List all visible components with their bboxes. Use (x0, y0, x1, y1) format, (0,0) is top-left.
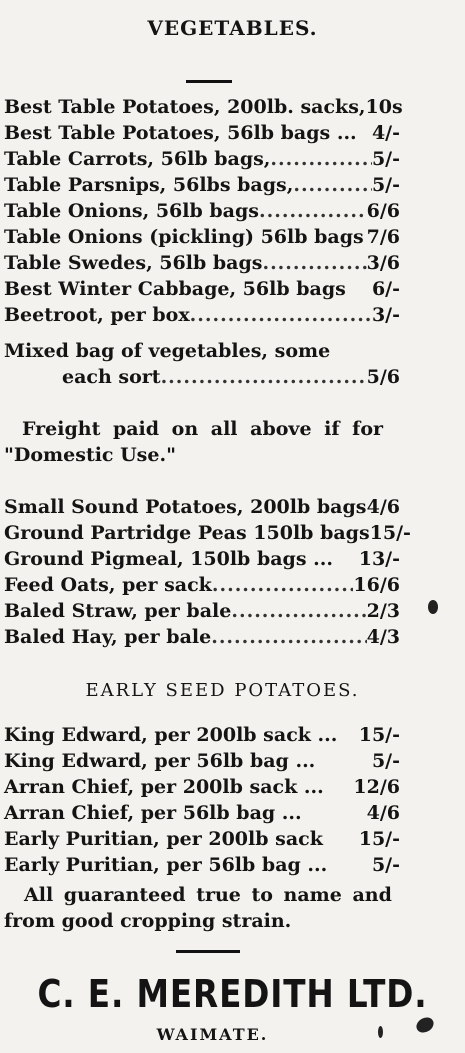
item-price: 5/- (371, 148, 400, 170)
leader-dots (270, 146, 372, 172)
item-price: 4/- (371, 122, 400, 144)
mixed-bag-row-2 (4, 364, 400, 390)
item-price: 7/6 (366, 226, 400, 248)
leader-dots (259, 198, 367, 224)
item-price: 10s (365, 96, 403, 118)
leader-dots (161, 364, 367, 390)
item-name: Ground Pigmeal, 150lb bags ... (4, 548, 333, 570)
leader-dots (293, 172, 372, 198)
vegetable-row (4, 172, 400, 198)
heading-rule (186, 80, 232, 83)
item-price: 16/6 (353, 574, 400, 596)
seed-potato-row (4, 800, 400, 826)
leader-dots (190, 302, 372, 328)
item-name: Best Table Potatoes, 56lb bags ... (4, 122, 357, 144)
vegetable-row (4, 94, 403, 120)
item-price: 6/6 (366, 200, 400, 222)
item-price: 4/3 (366, 626, 400, 648)
item-price: 3/- (371, 304, 400, 326)
leader-dots (212, 572, 354, 598)
print-blemish (378, 1026, 383, 1038)
item-name: Ground Partridge Peas 150lb bags (4, 522, 370, 544)
vegetable-row (4, 146, 400, 172)
seed-potato-row (4, 722, 400, 748)
seed-potato-row (4, 774, 400, 800)
item-price: 6/- (371, 278, 400, 300)
item-name: Table Swedes, 56lb bags (4, 252, 263, 274)
vegetable-row (4, 224, 400, 250)
item-name: King Edward, per 56lb bag ... (4, 750, 316, 772)
vegetable-row (4, 276, 400, 302)
item-name: Table Parsnips, 56lbs bags, (4, 174, 294, 196)
item-name: Feed Oats, per sack (4, 574, 212, 596)
vegetable-row (4, 120, 400, 146)
item-name: Beetroot, per box (4, 304, 190, 326)
leader-dots (262, 250, 366, 276)
item-name: Table Onions (pickling) 56lb bags (4, 226, 364, 248)
item-name: Best Winter Cabbage, 56lb bags (4, 278, 346, 300)
item-name: Table Carrots, 56lb bags, (4, 148, 271, 170)
company-name: C. E. MEREDITH LTD. (37, 972, 428, 1016)
feed-row (4, 520, 411, 546)
item-name: Best Table Potatoes, 200lb. sacks, (4, 96, 366, 118)
item-name: Baled Hay, per bale (4, 626, 212, 648)
feed-row (4, 494, 400, 520)
feed-row (4, 572, 400, 598)
item-price: 13/- (358, 548, 400, 570)
mixed-bag-label-2: each sort (62, 366, 161, 388)
feed-row (4, 598, 400, 624)
item-price: 12/6 (353, 776, 400, 798)
seed-potatoes-heading: EARLY SEED POTATOES. (85, 680, 360, 701)
item-name: King Edward, per 200lb sack ... (4, 724, 338, 746)
mixed-bag-label: Mixed bag of vegetables, some (4, 340, 331, 362)
item-price: 4/6 (366, 496, 400, 518)
freight-note-line1: Freight paid on all above if for (22, 418, 384, 440)
item-name: Arran Chief, per 56lb bag ... (4, 802, 302, 824)
item-price: 15/- (369, 522, 411, 544)
footer-rule (176, 950, 240, 953)
guarantee-line2: from good cropping strain. (4, 910, 292, 932)
vegetable-row (4, 302, 400, 328)
feed-row (4, 624, 400, 650)
item-name: Baled Straw, per bale (4, 600, 232, 622)
item-price: 3/6 (366, 252, 400, 274)
item-name: Early Puritian, per 200lb sack (4, 828, 323, 850)
item-price: 5/- (371, 174, 400, 196)
item-price: 5/- (371, 750, 400, 772)
item-name: Small Sound Potatoes, 200lb bags (4, 496, 367, 518)
item-name: Early Puritian, per 56lb bag ... (4, 854, 328, 876)
mixed-bag-row (4, 338, 400, 364)
item-price: 15/- (358, 724, 400, 746)
guarantee-line1: All guaranteed true to name and (24, 884, 392, 906)
freight-note-line2: "Domestic Use." (4, 444, 176, 466)
item-price: 5/- (371, 854, 400, 876)
vegetable-row (4, 198, 400, 224)
feed-row (4, 546, 400, 572)
item-price: 2/3 (366, 600, 400, 622)
vegetable-row (4, 250, 400, 276)
item-name: Table Onions, 56lb bags (4, 200, 259, 222)
leader-dots (211, 624, 366, 650)
item-price: 15/- (358, 828, 400, 850)
company-town: WAIMATE. (156, 1025, 269, 1044)
vegetables-heading: VEGETABLES. (147, 16, 318, 40)
seed-potato-row (4, 748, 400, 774)
item-name: Arran Chief, per 200lb sack ... (4, 776, 324, 798)
item-price: 4/6 (366, 802, 400, 824)
seed-potato-row (4, 826, 400, 852)
leader-dots (231, 598, 366, 624)
print-blemish (428, 600, 438, 614)
seed-potato-row (4, 852, 400, 878)
mixed-bag-price: 5/6 (366, 366, 400, 388)
